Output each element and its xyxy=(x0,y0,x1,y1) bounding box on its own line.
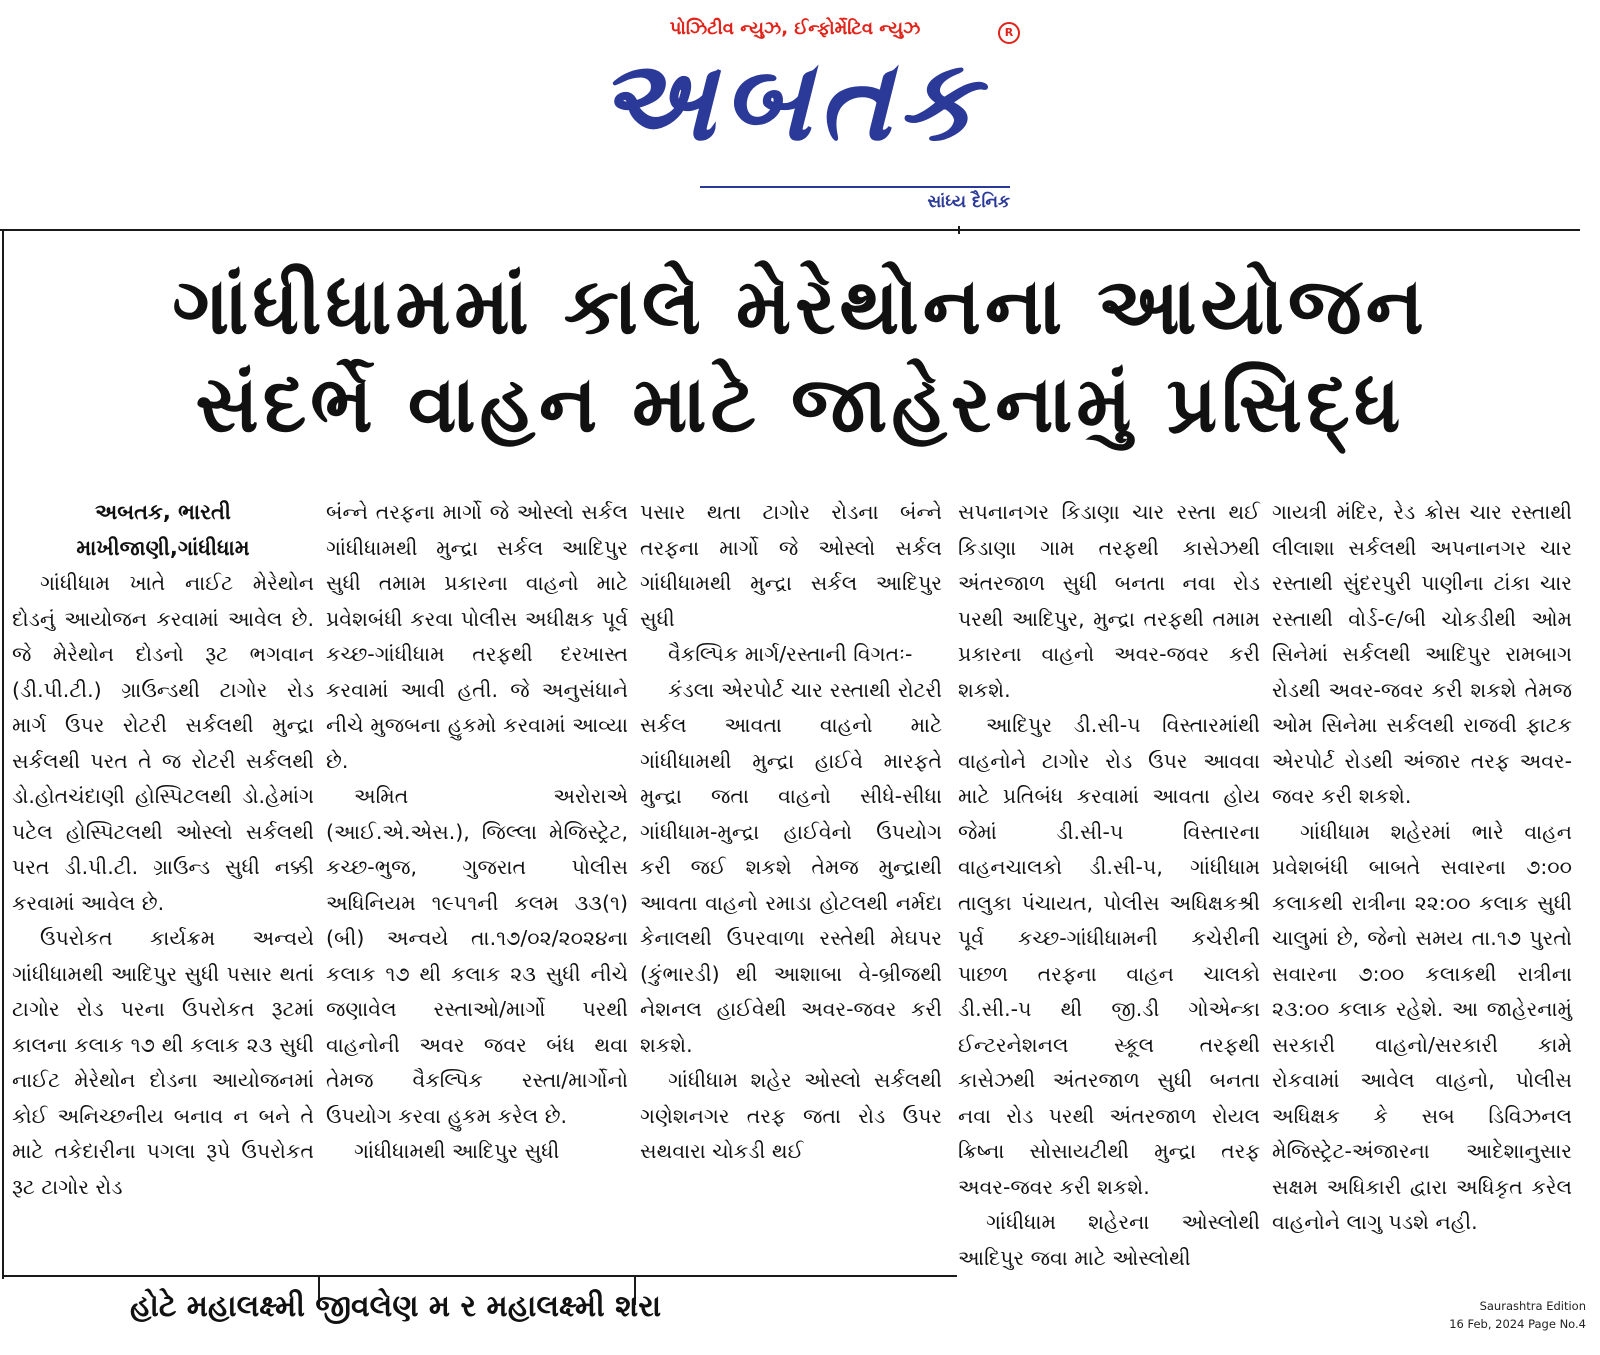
headline-line-2: સંદર્ભે વાહન માટે જાહેરનામું પ્રસિદ્ધ xyxy=(195,360,1405,450)
paragraph: સપનાનગર કિડાણા ચાર રસ્તા થઈ કિડાણા ગામ તરફથી કાસેઝથી અંતરજાળ સુધી બનતા નવા રોડ પરથી આદિપુર, મુન્દ્રા તરફથી તમામ પ્રકારના વાહનો અવર-જવર કરી શકશે. xyxy=(958,500,1260,702)
registered-mark: R xyxy=(998,22,1020,44)
paragraph: ગાંધીધામથી આદિપુર સુધી xyxy=(354,1139,560,1163)
top-rule xyxy=(0,229,1580,231)
headline-line-1: ગાંધીધામમાં કાલે મેરેથોનના આયોજન xyxy=(172,262,1428,352)
paragraph: અમિત અરોરાએ (આઈ.એ.એસ.), જિલ્લા મેજિસ્ટ્રેટ, કચ્છ-ભુજ, ગુજરાત પોલીસ અધિનિયમ ૧૯૫૧ની કલમ ૩૩(૧)(બી) અન્વયે તા.૧૭/૦૨/૨૦૨૪ના કલાક ૧૭ થી કલાક ૨૩ સુધી નીચે જણાવેલ રસ્તાઓ/માર્ગો પરથી વાહનોની અવર જવર બંધ થવા તેમજ વૈકલ્પિક રસ્તા/માર્ગોનો ઉપયોગ કરવા હુકમ કરેલ છે. xyxy=(326,784,628,1128)
article-column-2 xyxy=(326,495,628,1275)
masthead xyxy=(570,18,1020,212)
masthead-tagline: પોઝિટીવ ન્યુઝ, ઈન્ફોર્મેટિવ ન્યુઝ xyxy=(669,18,921,39)
paragraph: ગાંધીધામ શહેરના ઓસ્લોથી આદિપુર જવા માટે ઓસ્લોથી xyxy=(958,1210,1260,1270)
edition-info xyxy=(1449,1297,1586,1333)
paragraph: બંન્ને તરફના માર્ગો જે ઓસ્લો સર્કલ ગાંધીધામથી મુન્દ્રા સર્કલ આદિપુર સુધી તમામ પ્રકારના વાહનો માટે પ્રવેશબંધી કરવા પોલીસ અધીક્ષક પૂર્વ કચ્છ-ગાંધીધામ તરફથી દરખાસ્ત કરવામાં આવી હતી. જે અનુસંધાને નીચે મુજબના હુકમો કરવામાં આવ્યા છે. xyxy=(326,500,628,773)
byline-line-1: અબતક, ભારતી xyxy=(95,500,231,524)
article-column-1 xyxy=(12,495,314,1275)
edition-name: Saurashtra Edition xyxy=(1479,1299,1586,1313)
article-headline xyxy=(20,258,1580,454)
left-rule xyxy=(2,229,4,1279)
article-bottom-rule xyxy=(2,1275,957,1277)
masthead-subtitle: સાંધ્ય દૈનિક xyxy=(927,192,1010,212)
byline-line-2: માખીજાણી,ગાંધીધામ xyxy=(76,535,250,560)
paragraph: ગાંધીધામ ખાતે નાઈટ મેરેથોન દોડનું આયોજન કરવામાં આવેલ છે. જે મેરેથોન દોડનો રૂટ ભગવાન (ડી.પી.ટી.) ગ્રાઉન્ડથી ટાગોર રોડ માર્ગ ઉપર રોટરી સર્કલથી મુન્દ્રા સર્કલથી પરત તે જ રોટરી સર્કલથી ડો.હોતચંદાણી હોસ્પિટલથી ડો.હેમાંગ પટેલ હોસ્પિટલથી ઓસ્લો સર્કલથી પરત ડી.પી.ટી. ગ્રાઉન્ડ સુધી નક્કી કરવામાં આવેલ છે. xyxy=(12,571,314,915)
paragraph: ગાયત્રી મંદિર, રેડ ક્રોસ ચાર રસ્તાથી લીલાશા સર્કલથી અપનાનગર ચાર રસ્તાથી સુંદરપુરી પાણીના ટાંકા ચાર રસ્તાથી વોર્ડ-૯/બી ચોકડીથી ઓમ સિનેમાં સર્કલથી આદિપુર રામબાગ રોડથી અવર-જવર કરી શકશે તેમજ ઓમ સિનેમા સર્કલથી રાજવી ફાટક એરપોર્ટ રોડથી અંજાર તરફ અવર-જવર કરી શકશે. xyxy=(1272,500,1572,808)
newspaper-logo: અબતક xyxy=(597,36,983,166)
article-column-4 xyxy=(958,495,1260,1275)
next-article-headline-cut xyxy=(130,1289,830,1324)
edition-date-page: 16 Feb, 2024 Page No.4 xyxy=(1449,1317,1586,1331)
logo-underline xyxy=(700,186,1010,188)
paragraph: વૈકલ્પિક માર્ગ/રસ્તાની વિગતઃ- xyxy=(668,642,913,666)
top-rule-tick xyxy=(958,226,960,234)
paragraph: ઉપરોકત કાર્યક્રમ અન્વયે ગાંધીધામથી આદિપુર સુધી પસાર થતાં ટાગોર રોડ પરના ઉપરોકત રૂટમાં કાલના કલાક ૧૭ થી કલાક ૨૩ સુધી નાઈટ મેરેથોન દોડના આયોજનમાં કોઈ અનિચ્છનીય બનાવ ન બને તે માટે તકેદારીના પગલા રૂપે ઉપરોકત રૂટ ટાગોર રોડ xyxy=(12,926,314,1199)
paragraph: આદિપુર ડી.સી-૫ વિસ્તારમાંથી વાહનોને ટાગોર રોડ ઉપર આવવા માટે પ્રતિબંધ કરવામાં આવતા હોય જેમાં ડી.સી-૫ વિસ્તારના વાહનચાલકો ડી.સી-૫, ગાંધીધામ તાલુકા પંચાયત, પોલીસ અધિક્ષકશ્રી પૂર્વ કચ્છ-ગાંધીધામની કચેરીની પાછળ તરફના વાહન ચાલકો ડી.સી.-૫ થી જી.ડી ગોએન્કા ઈન્ટરનેશનલ સ્કૂલ તરફથી કાસેઝથી અંતરજાળ સુધી બનતા નવા રોડ પરથી અંતરજાળ રોયલ ક્રિષ્ના સોસાયટીથી મુન્દ્રા તરફ અવર-જવર કરી શકશે. xyxy=(958,713,1260,1199)
paragraph: કંડલા એરપોર્ટ ચાર રસ્તાથી રોટરી સર્કલ આવતા વાહનો માટે ગાંધીધામથી મુન્દ્રા હાઈવે મારફતે મુન્દ્રા જતા વાહનો સીધે-સીધા ગાંધીધામ-મુન્દ્રા હાઈવેનો ઉપયોગ કરી જઈ શકશે તેમજ મુન્દ્રાથી આવતા વાહનો રમાડા હોટલથી નર્મદા કેનાલથી ઉપરવાળા રસ્તેથી મેઘપર (કુંભારડી) થી આશાબા વે-બ્રીજથી નેશનલ હાઈવેથી અવર-જવર કરી શકશે. xyxy=(640,677,942,1057)
paragraph: ગાંધીધામ શહેરમાં ભારે વાહન પ્રવેશબંધી બાબતે સવારના ૭:૦૦ કલાકથી રાત્રીના ૨૨:૦૦ કલાક સુધી ચાલુમાં છે, જેનો સમય તા.૧૭ પુરતો સવારના ૭:૦૦ કલાકથી રાત્રીના ૨૩:૦૦ કલાક રહેશે. આ જાહેરનામું સરકારી વાહનો/સરકારી કામે રોકવામાં આવેલ વાહનો, પોલીસ અધિક્ષક કે સબ ડિવિઝનલ મેજિસ્ટ્રેટ-અંજારના આદેશાનુસાર સક્ષમ અધિકારી દ્વારા અધિકૃત કરેલ વાહનોને લાગુ પડશે નહી. xyxy=(1272,819,1572,1234)
article-column-3 xyxy=(640,495,942,1275)
paragraph: પસાર થતા ટાગોર રોડના બંન્ને તરફના માર્ગો જે ઓસ્લો સર્કલ ગાંધીધામથી મુન્દ્રા સર્કલ આદિપુર સુધી xyxy=(640,500,942,631)
next-headline-text: હોટે મહાલક્ષ્મી જીવલેણ મ ર મહાલક્ષ્મી શરા xyxy=(130,1289,662,1324)
paragraph: ગાંધીધામ શહેર ઓસ્લો સર્કલથી ગણેશનગર તરફ જતા રોડ ઉપર સથવારા ચોકડી થઈ xyxy=(640,1068,942,1163)
article-column-5 xyxy=(1272,495,1572,1275)
byline xyxy=(12,495,314,566)
